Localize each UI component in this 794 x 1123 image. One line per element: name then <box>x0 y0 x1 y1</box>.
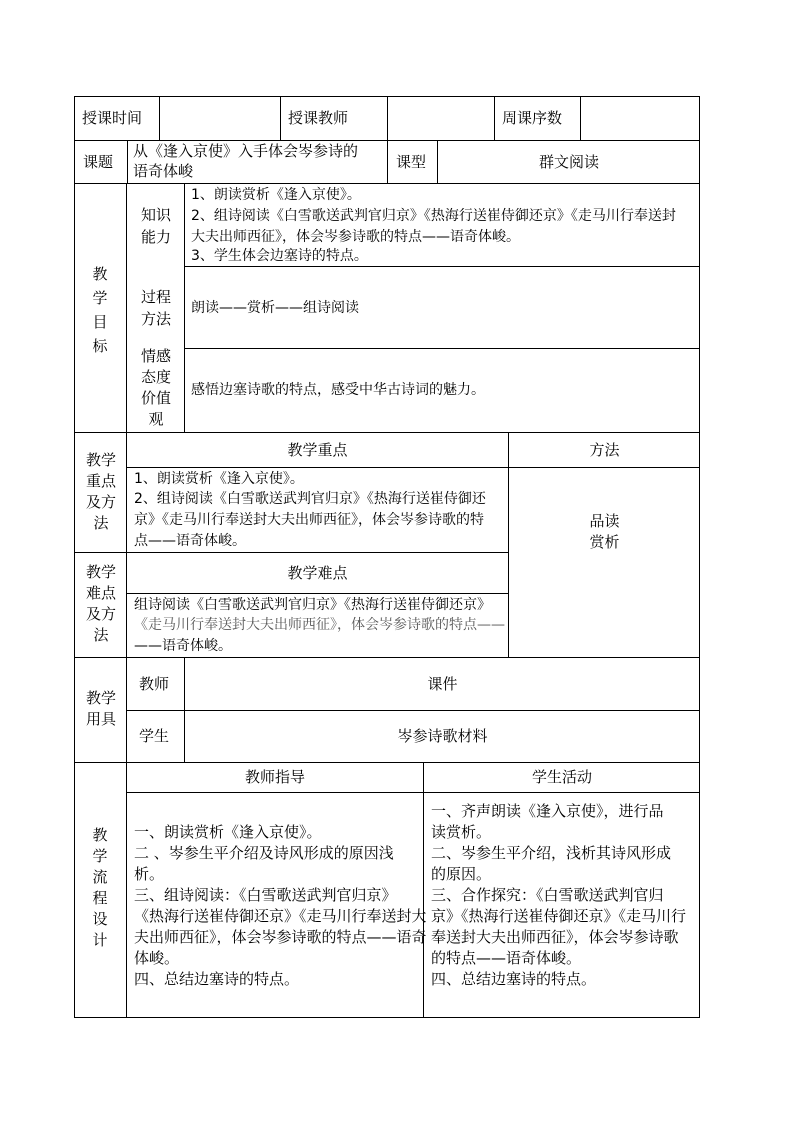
key-points-line3: 京》《走马川行奉送封大夫出师西征》，体会岑参诗歌的特 <box>134 512 484 528</box>
tools-student-label: 学生 <box>139 727 170 745</box>
topic-label: 课题 <box>83 153 114 171</box>
tools-student-value: 岑参诗歌材料 <box>397 727 488 745</box>
student-line: 的原因。 <box>431 865 492 883</box>
difficult-points-line3: ——语奇体峻。 <box>134 638 232 654</box>
teacher-line: 二 、岑参生平介绍及诗风形成的原因浅 <box>134 844 394 862</box>
type-label: 课型 <box>396 153 427 171</box>
type-value: 群文阅读 <box>538 153 599 171</box>
teacher-line: 三、组诗阅读：《白雪歌送武判官归京》 <box>134 886 397 904</box>
topic-title-line2: 语奇体峻 <box>133 162 194 180</box>
student-line: 京》《热海行送崔侍御还京》《走马川行 <box>431 907 687 925</box>
key-points-line1: 1、朗读赏析《逢入京使》。 <box>134 471 304 487</box>
student-line: 奉送封大夫出师西征》，体会岑参诗歌 <box>431 928 679 946</box>
teacher-line: 夫出师西征》，体会岑参诗歌的特点——语奇 <box>134 928 427 946</box>
teacher-line: 析。 <box>134 865 165 883</box>
method-header: 方法 <box>589 441 620 459</box>
knowledge-line3: 大夫出师西征》，体会岑参诗歌的特点——语奇体峻。 <box>191 229 520 245</box>
emotion-label: 情感态度价值观 <box>140 347 171 428</box>
student-line: 读赏析。 <box>431 823 492 841</box>
key-points-header: 教学重点 <box>287 441 348 459</box>
teacher-line: 体峻。 <box>134 949 180 967</box>
teacher-label: 授课教师 <box>288 109 349 127</box>
teacher-line: 一、朗读赏析《逢入京使》。 <box>134 823 322 841</box>
student-line: 一、齐声朗读《逢入京使》，进行品 <box>431 802 664 820</box>
process-text: 朗读——赏析——组诗阅读 <box>191 300 359 316</box>
time-label: 授课时间 <box>82 109 143 127</box>
tools-teacher-label: 教师 <box>139 675 170 693</box>
difficult-points-line2: 《走马川行奉送封大夫出师西征》，体会岑参诗歌的特点—— <box>134 617 505 633</box>
teacher-line: 四、总结边塞诗的特点。 <box>134 970 300 988</box>
key-points-label: 教学重点及方法 <box>85 451 116 532</box>
tools-teacher-value: 课件 <box>427 675 458 693</box>
difficult-points-header: 教学难点 <box>287 564 348 582</box>
method-line1: 品读 <box>589 512 620 530</box>
teacher-guidance-header: 教师指导 <box>244 768 305 786</box>
student-line: 四、总结边塞诗的特点。 <box>431 970 597 988</box>
student-line: 三、合作探究：《白雪歌送武判官归 <box>431 886 664 904</box>
process-label: 过程方法 <box>140 288 171 328</box>
knowledge-line1: 1、朗读赏析《逢入京使》。 <box>191 187 361 203</box>
method-line2: 赏析 <box>589 533 620 551</box>
student-line: 的特点——语奇体峻。 <box>431 949 582 967</box>
key-points-line2: 2、组诗阅读《白雪歌送武判官归京》《热海行送崔侍御还 <box>134 491 486 507</box>
knowledge-label: 知识能力 <box>140 206 171 246</box>
difficult-points-label: 教学难点及方法 <box>85 563 116 644</box>
process-design-label: 教学流程设计 <box>92 826 108 949</box>
weekly-label: 周课序数 <box>502 109 563 127</box>
topic-title-line1: 从《逢入京使》入手体会岑参诗的 <box>133 142 359 160</box>
key-points-line4: 点——语奇体峻。 <box>134 533 246 549</box>
knowledge-line4: 3、学生体会边塞诗的特点。 <box>191 248 368 264</box>
difficult-points-line1: 组诗阅读《白雪歌送武判官归京》《热海行送崔侍御还京》 <box>134 597 491 613</box>
teacher-line: 《热海行送崔侍御还京》《走马川行奉送封大 <box>134 907 427 925</box>
knowledge-line2: 2、组诗阅读《白雪歌送武判官归京》《热海行送崔侍御还京》《走马川行奉送封 <box>191 208 676 224</box>
tools-label: 教学用具 <box>85 689 116 728</box>
objectives-label: 教学目标 <box>92 265 108 355</box>
student-line: 二、岑参生平介绍，浅析其诗风形成 <box>431 844 672 862</box>
emotion-text: 感悟边塞诗歌的特点，感受中华古诗词的魅力。 <box>191 382 485 398</box>
student-activity-header: 学生活动 <box>531 768 592 786</box>
